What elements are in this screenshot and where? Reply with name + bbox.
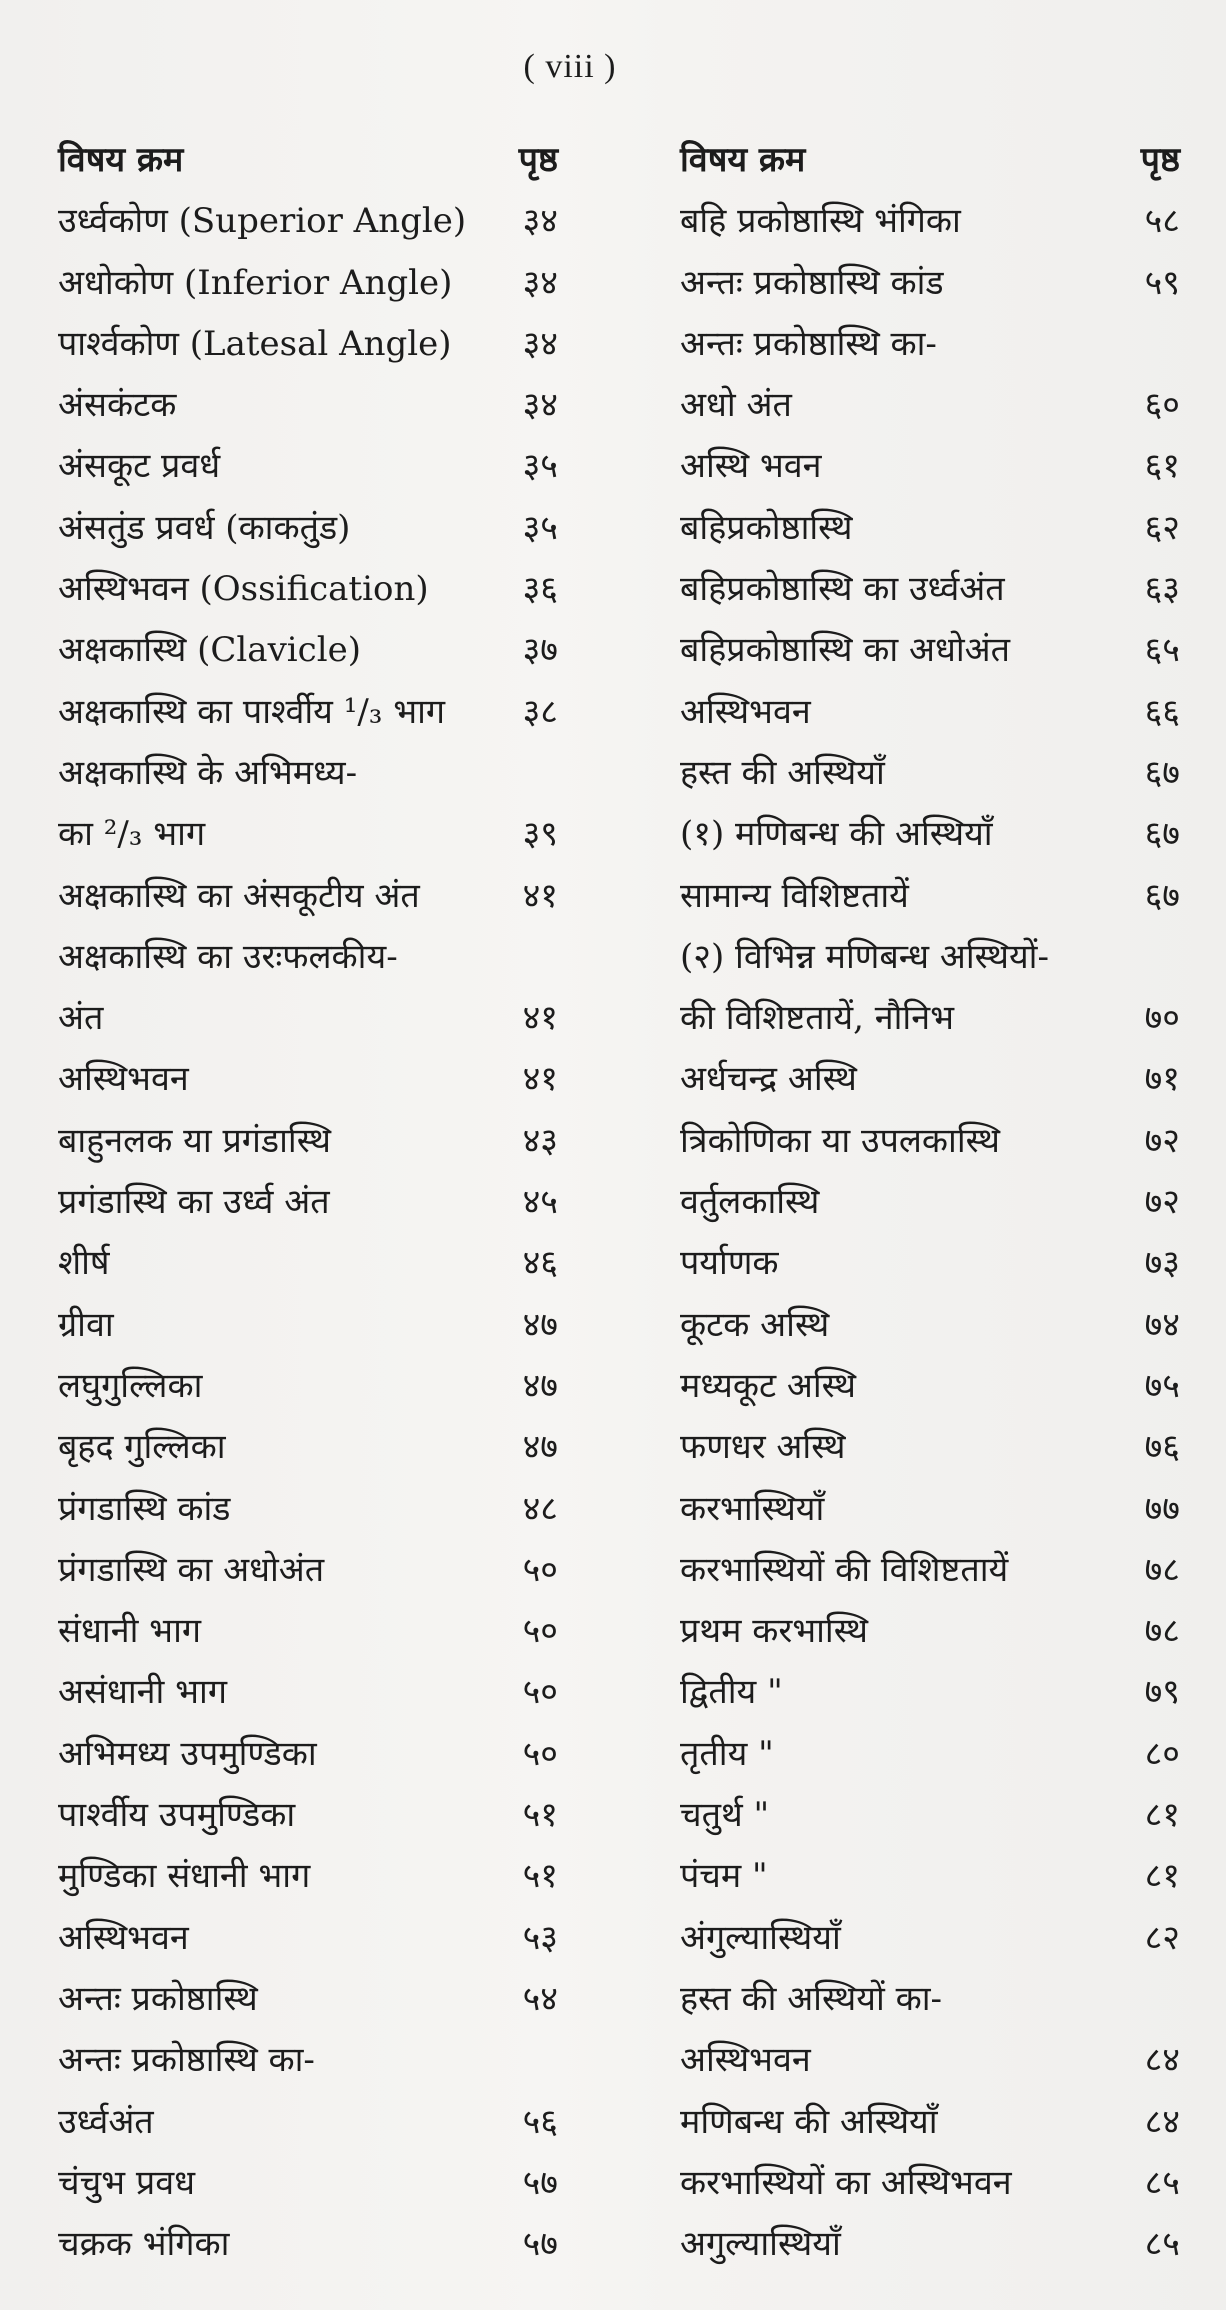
toc-entry-topic: पार्श्वकोण (Latesal Angle): [58, 323, 452, 364]
toc-entry: [680, 1662, 1180, 1723]
toc-entry-topic: मणिबन्ध की अस्थियाँ: [680, 2101, 938, 2142]
toc-header-title: विषय क्रम: [58, 140, 184, 180]
toc-entry-topic: करभास्थियों का अस्थिभवन: [680, 2162, 1012, 2203]
toc-entry-topic: पंचम ": [680, 1856, 768, 1897]
toc-entry-page: ७६: [1144, 1427, 1180, 1468]
toc-entry: [680, 2092, 1180, 2153]
toc-entry: [58, 1540, 558, 1601]
toc-entry: [58, 1908, 558, 1969]
toc-header-page: पृष्ठ: [518, 140, 558, 180]
toc-entry: [680, 1233, 1180, 1294]
toc-entry: [58, 743, 558, 804]
toc-entry-page: ६१: [1144, 446, 1180, 487]
toc-entry: [680, 2030, 1180, 2091]
toc-entry: [58, 1049, 558, 1110]
toc-entry-topic: अस्थिभवन: [58, 1059, 189, 1100]
toc-entry: [58, 1417, 558, 1478]
toc-entry-topic: बहिप्रकोष्ठास्थि का उर्ध्वअंत: [680, 569, 1005, 610]
toc-entry-topic: अक्षकास्थि का पार्श्वीय ¹/₃ भाग: [58, 691, 446, 732]
toc-entry: [58, 1785, 558, 1846]
toc-entry-topic: अक्षकास्थि का अंसकूटीय अंत: [58, 875, 420, 916]
toc-entry: [680, 1417, 1180, 1478]
toc-entry-page: ५०: [522, 1672, 558, 1713]
toc-entry-topic: पार्श्वीय उपमुण्डिका: [58, 1795, 296, 1836]
toc-entry-page: ५०: [522, 1733, 558, 1774]
toc-entry-topic: अन्तः प्रकोष्ठास्थि कांड: [680, 262, 944, 303]
toc-entry-page: ५९: [1144, 262, 1180, 303]
toc-entry: [58, 2092, 558, 2153]
toc-entry: [680, 988, 1180, 1049]
toc-entry-page: ६७: [1144, 875, 1180, 916]
toc-entry-page: ६५: [1144, 630, 1180, 671]
toc-entry-page: ७२: [1144, 1182, 1180, 1223]
toc-header-title: विषय क्रम: [680, 140, 806, 180]
toc-entry-topic: अन्तः प्रकोष्ठास्थि का-: [680, 323, 937, 364]
toc-entry-page: ३७: [522, 630, 558, 671]
toc-entry: [680, 1601, 1180, 1662]
toc-entry-topic: अक्षकास्थि (Clavicle): [58, 630, 361, 671]
toc-entry: [680, 1049, 1180, 1110]
toc-entry-page: ३६: [522, 569, 558, 610]
toc-entry-page: ६६: [1144, 691, 1180, 732]
toc-entry-topic: अंत: [58, 998, 104, 1039]
toc-entry: [680, 1724, 1180, 1785]
toc-entry-page: ८५: [1144, 2162, 1180, 2203]
toc-entry-page: ४६: [522, 1243, 558, 1284]
toc-entry: [680, 620, 1180, 681]
toc-entry-page: ८४: [1144, 2101, 1180, 2142]
toc-entry-topic: करभास्थियाँ: [680, 1488, 825, 1529]
toc-entry-topic: हस्त की अस्थियों का-: [680, 1978, 942, 2019]
toc-entry-topic: बहि प्रकोष्ठास्थि भंगिका: [680, 201, 961, 242]
toc-entry: [58, 2030, 558, 2091]
toc-entry-topic: उर्ध्वकोण (Superior Angle): [58, 201, 467, 242]
toc-entry-page: ८१: [1144, 1795, 1180, 1836]
toc-entry-page: ३४: [522, 201, 558, 242]
toc-entry-topic: प्रंगडास्थि का अधोअंत: [58, 1549, 325, 1590]
toc-entry-page: ५७: [522, 2162, 558, 2203]
toc-entry: [680, 682, 1180, 743]
toc-entry-page: ३४: [522, 323, 558, 364]
toc-entry-topic: का ²/₃ भाग: [58, 814, 206, 855]
toc-entry-topic: करभास्थियों की विशिष्टतायें: [680, 1549, 1009, 1590]
toc-entry-topic: फणधर अस्थि: [680, 1427, 846, 1468]
toc-entry-page: ४१: [522, 998, 558, 1039]
toc-entry: [58, 682, 558, 743]
toc-entry-topic: (२) विभिन्न मणिबन्ध अस्थियों-: [680, 936, 1049, 977]
toc-entry: [58, 1969, 558, 2030]
toc-entry-topic: अर्धचन्द्र अस्थि: [680, 1059, 857, 1100]
toc-entry-topic: चक्रक भंगिका: [58, 2224, 230, 2265]
toc-entry-topic: ग्रीवा: [58, 1304, 114, 1345]
toc-entry: [680, 866, 1180, 927]
toc-entry: [58, 1356, 558, 1417]
toc-entry-page: ७४: [1144, 1304, 1180, 1345]
toc-entry-topic: अंगुल्यास्थियाँ: [680, 1917, 841, 1958]
toc-entry-topic: असंधानी भाग: [58, 1672, 228, 1713]
toc-entry-page: ५७: [522, 2224, 558, 2265]
toc-entry: [680, 743, 1180, 804]
toc-entry-page: ३५: [522, 446, 558, 487]
toc-entry-topic: बहिप्रकोष्ठास्थि का अधोअंत: [680, 630, 1011, 671]
toc-entry-topic: संधानी भाग: [58, 1611, 202, 1652]
toc-entry-topic: हस्त की अस्थियाँ: [680, 752, 885, 793]
toc-entry-page: ३९: [522, 814, 558, 855]
toc-entry-page: ५१: [522, 1795, 558, 1836]
toc-entry-page: ३४: [522, 262, 558, 303]
toc-entry-topic: द्वितीय ": [680, 1672, 783, 1713]
toc-entry-topic: अस्थिभवन: [680, 691, 811, 732]
toc-entry-page: ३५: [522, 507, 558, 548]
toc-entry: [58, 1662, 558, 1723]
toc-entry-topic: वर्तुलकास्थि: [680, 1182, 820, 1223]
toc-entry: [58, 1295, 558, 1356]
toc-entry-page: ४७: [522, 1304, 558, 1345]
toc-entry: [58, 253, 558, 314]
toc-entry: [680, 1295, 1180, 1356]
toc-entry-topic: अस्थिभवन: [58, 1917, 189, 1958]
toc-entry: [58, 804, 558, 865]
toc-header: [58, 130, 558, 191]
toc-entry-page: ५४: [522, 1978, 558, 2019]
toc-entry-page: ४१: [522, 1059, 558, 1100]
toc-entry: [680, 1785, 1180, 1846]
toc-entry-page: ७९: [1144, 1672, 1180, 1713]
toc-entry-page: ४१: [522, 875, 558, 916]
toc-header: [680, 130, 1180, 191]
toc-entry-topic: अंसतुंड प्रवर्ध (काकतुंड): [58, 507, 351, 548]
toc-entry-page: ६७: [1144, 814, 1180, 855]
toc-entry-page: ७३: [1144, 1243, 1180, 1284]
toc-entry-topic: उर्ध्वअंत: [58, 2101, 154, 2142]
toc-entry: [680, 1540, 1180, 1601]
toc-entry-page: ६०: [1144, 385, 1180, 426]
toc-entry-topic: कूटक अस्थि: [680, 1304, 830, 1345]
toc-entry: [58, 1724, 558, 1785]
toc-entry-topic: चंचुभ प्रवध: [58, 2162, 196, 2203]
toc-entry-topic: प्रंगडास्थि कांड: [58, 1488, 231, 1529]
toc-entry-page: ७१: [1144, 1059, 1180, 1100]
toc-entry-page: ५०: [522, 1611, 558, 1652]
toc-entry-page: ८५: [1144, 2224, 1180, 2265]
toc-entry: [58, 559, 558, 620]
toc-entry: [680, 559, 1180, 620]
toc-entry: [58, 2153, 558, 2214]
toc-entry: [680, 804, 1180, 865]
toc-entry-topic: (१) मणिबन्ध की अस्थियाँ: [680, 814, 993, 855]
toc-entry-topic: प्रगंडास्थि का उर्ध्व अंत: [58, 1182, 330, 1223]
toc-entry: [58, 620, 558, 681]
toc-entry: [680, 1969, 1180, 2030]
toc-entry-topic: बाहुनलक या प्रगंडास्थि: [58, 1120, 332, 1161]
toc-entry-page: ५३: [522, 1917, 558, 1958]
toc-entry: [58, 2214, 558, 2275]
toc-entry: [58, 1846, 558, 1907]
toc-entry-topic: पर्याणक: [680, 1243, 779, 1284]
toc-entry-topic: अधोकोण (Inferior Angle): [58, 262, 453, 303]
toc-entry: [680, 1172, 1180, 1233]
toc-entry-topic: अस्थि भवन: [680, 446, 822, 487]
toc-entry-page: ५०: [522, 1549, 558, 1590]
toc-entry-topic: अभिमध्य उपमुण्डिका: [58, 1733, 317, 1774]
toc-entry-topic: अस्थिभवन: [680, 2040, 811, 2081]
page-number: ( viii ): [523, 48, 617, 85]
toc-entry-page: ७७: [1144, 1488, 1180, 1529]
toc-entry: [680, 1846, 1180, 1907]
toc-entry-topic: लघुगुल्लिका: [58, 1365, 203, 1406]
toc-entry: [58, 988, 558, 1049]
toc-entry-topic: अंसकंटक: [58, 385, 177, 426]
toc-entry-topic: मध्यकूट अस्थि: [680, 1365, 856, 1406]
toc-entry: [58, 1172, 558, 1233]
toc-entry: [680, 1356, 1180, 1417]
toc-entry: [680, 498, 1180, 559]
toc-entry-topic: चतुर्थ ": [680, 1795, 770, 1836]
toc-entry-page: ६३: [1144, 569, 1180, 610]
toc-entry-page: ५६: [522, 2101, 558, 2142]
toc-entry-page: ६२: [1144, 507, 1180, 548]
toc-entry-page: ७८: [1144, 1549, 1180, 1590]
toc-entry-page: ८१: [1144, 1856, 1180, 1897]
toc-entry-topic: सामान्य विशिष्टतायें: [680, 875, 909, 916]
toc-entry: [680, 927, 1180, 988]
toc-entry-topic: शीर्ष: [58, 1243, 110, 1284]
toc-entry: [58, 927, 558, 988]
toc-entry-page: ४७: [522, 1365, 558, 1406]
toc-entry-page: ५८: [1144, 201, 1180, 242]
toc-entry: [58, 1601, 558, 1662]
toc-entry-page: ४३: [522, 1120, 558, 1161]
toc-entry: [58, 866, 558, 927]
toc-entry: [58, 375, 558, 436]
toc-entry-page: ८०: [1144, 1733, 1180, 1774]
toc-entry: [58, 1233, 558, 1294]
toc-entry: [58, 498, 558, 559]
toc-entry-page: ३४: [522, 385, 558, 426]
toc-entry-topic: अधो अंत: [680, 385, 792, 426]
toc-entry-page: ७८: [1144, 1611, 1180, 1652]
toc-entry-topic: बहिप्रकोष्ठास्थि: [680, 507, 853, 548]
toc-entry: [680, 375, 1180, 436]
toc-entry-topic: अंसकूट प्रवर्ध: [58, 446, 221, 487]
toc-entry-page: ४५: [522, 1182, 558, 1223]
toc-entry: [58, 191, 558, 252]
toc-entry: [680, 314, 1180, 375]
toc-entry-topic: अन्तः प्रकोष्ठास्थि: [58, 1978, 258, 2019]
toc-entry-page: ६७: [1144, 752, 1180, 793]
toc-entry: [680, 436, 1180, 497]
toc-entry: [58, 436, 558, 497]
toc-entry: [680, 1111, 1180, 1172]
toc-entry-page: ५१: [522, 1856, 558, 1897]
toc-entry-topic: अगुल्यास्थियाँ: [680, 2224, 841, 2265]
toc-entry-topic: त्रिकोणिका या उपलकास्थि: [680, 1120, 1000, 1161]
toc-entry-topic: मुण्डिका संधानी भाग: [58, 1856, 311, 1897]
toc-entry-topic: तृतीय ": [680, 1733, 774, 1774]
toc-entry-topic: अक्षकास्थि के अभिमध्य-: [58, 752, 358, 793]
toc-entry-page: ७२: [1144, 1120, 1180, 1161]
toc-entry-page: ७०: [1144, 998, 1180, 1039]
toc-entry-topic: की विशिष्टतायें, नौनिभ: [680, 998, 954, 1039]
toc-entry: [58, 1479, 558, 1540]
toc-entry-page: ३८: [522, 691, 558, 732]
toc-entry-page: ८४: [1144, 2040, 1180, 2081]
toc-entry: [58, 1111, 558, 1172]
toc-entries: [58, 191, 558, 2275]
toc-entry: [680, 1908, 1180, 1969]
toc-entry: [680, 2214, 1180, 2275]
toc-entry-page: ८२: [1144, 1917, 1180, 1958]
toc-entry: [680, 191, 1180, 252]
toc-entry-page: ४८: [522, 1488, 558, 1529]
toc-entries: [680, 191, 1180, 2275]
toc-entry-topic: बृहद गुल्लिका: [58, 1427, 226, 1468]
toc-entry-page: ४७: [522, 1427, 558, 1468]
toc-entry: [680, 1479, 1180, 1540]
toc-entry-topic: अस्थिभवन (Ossification): [58, 569, 429, 610]
toc-entry: [680, 253, 1180, 314]
toc-entry-topic: अन्तः प्रकोष्ठास्थि का-: [58, 2040, 315, 2081]
toc-entry: [58, 314, 558, 375]
toc-entry-topic: प्रथम करभास्थि: [680, 1611, 869, 1652]
toc-entry: [680, 2153, 1180, 2214]
toc-entry-page: ७५: [1144, 1365, 1180, 1406]
toc-left-column: [58, 130, 558, 2275]
toc-right-column: [680, 130, 1180, 2275]
toc-header-page: पृष्ठ: [1140, 140, 1180, 180]
toc-entry-topic: अक्षकास्थि का उरःफलकीय-: [58, 936, 398, 977]
